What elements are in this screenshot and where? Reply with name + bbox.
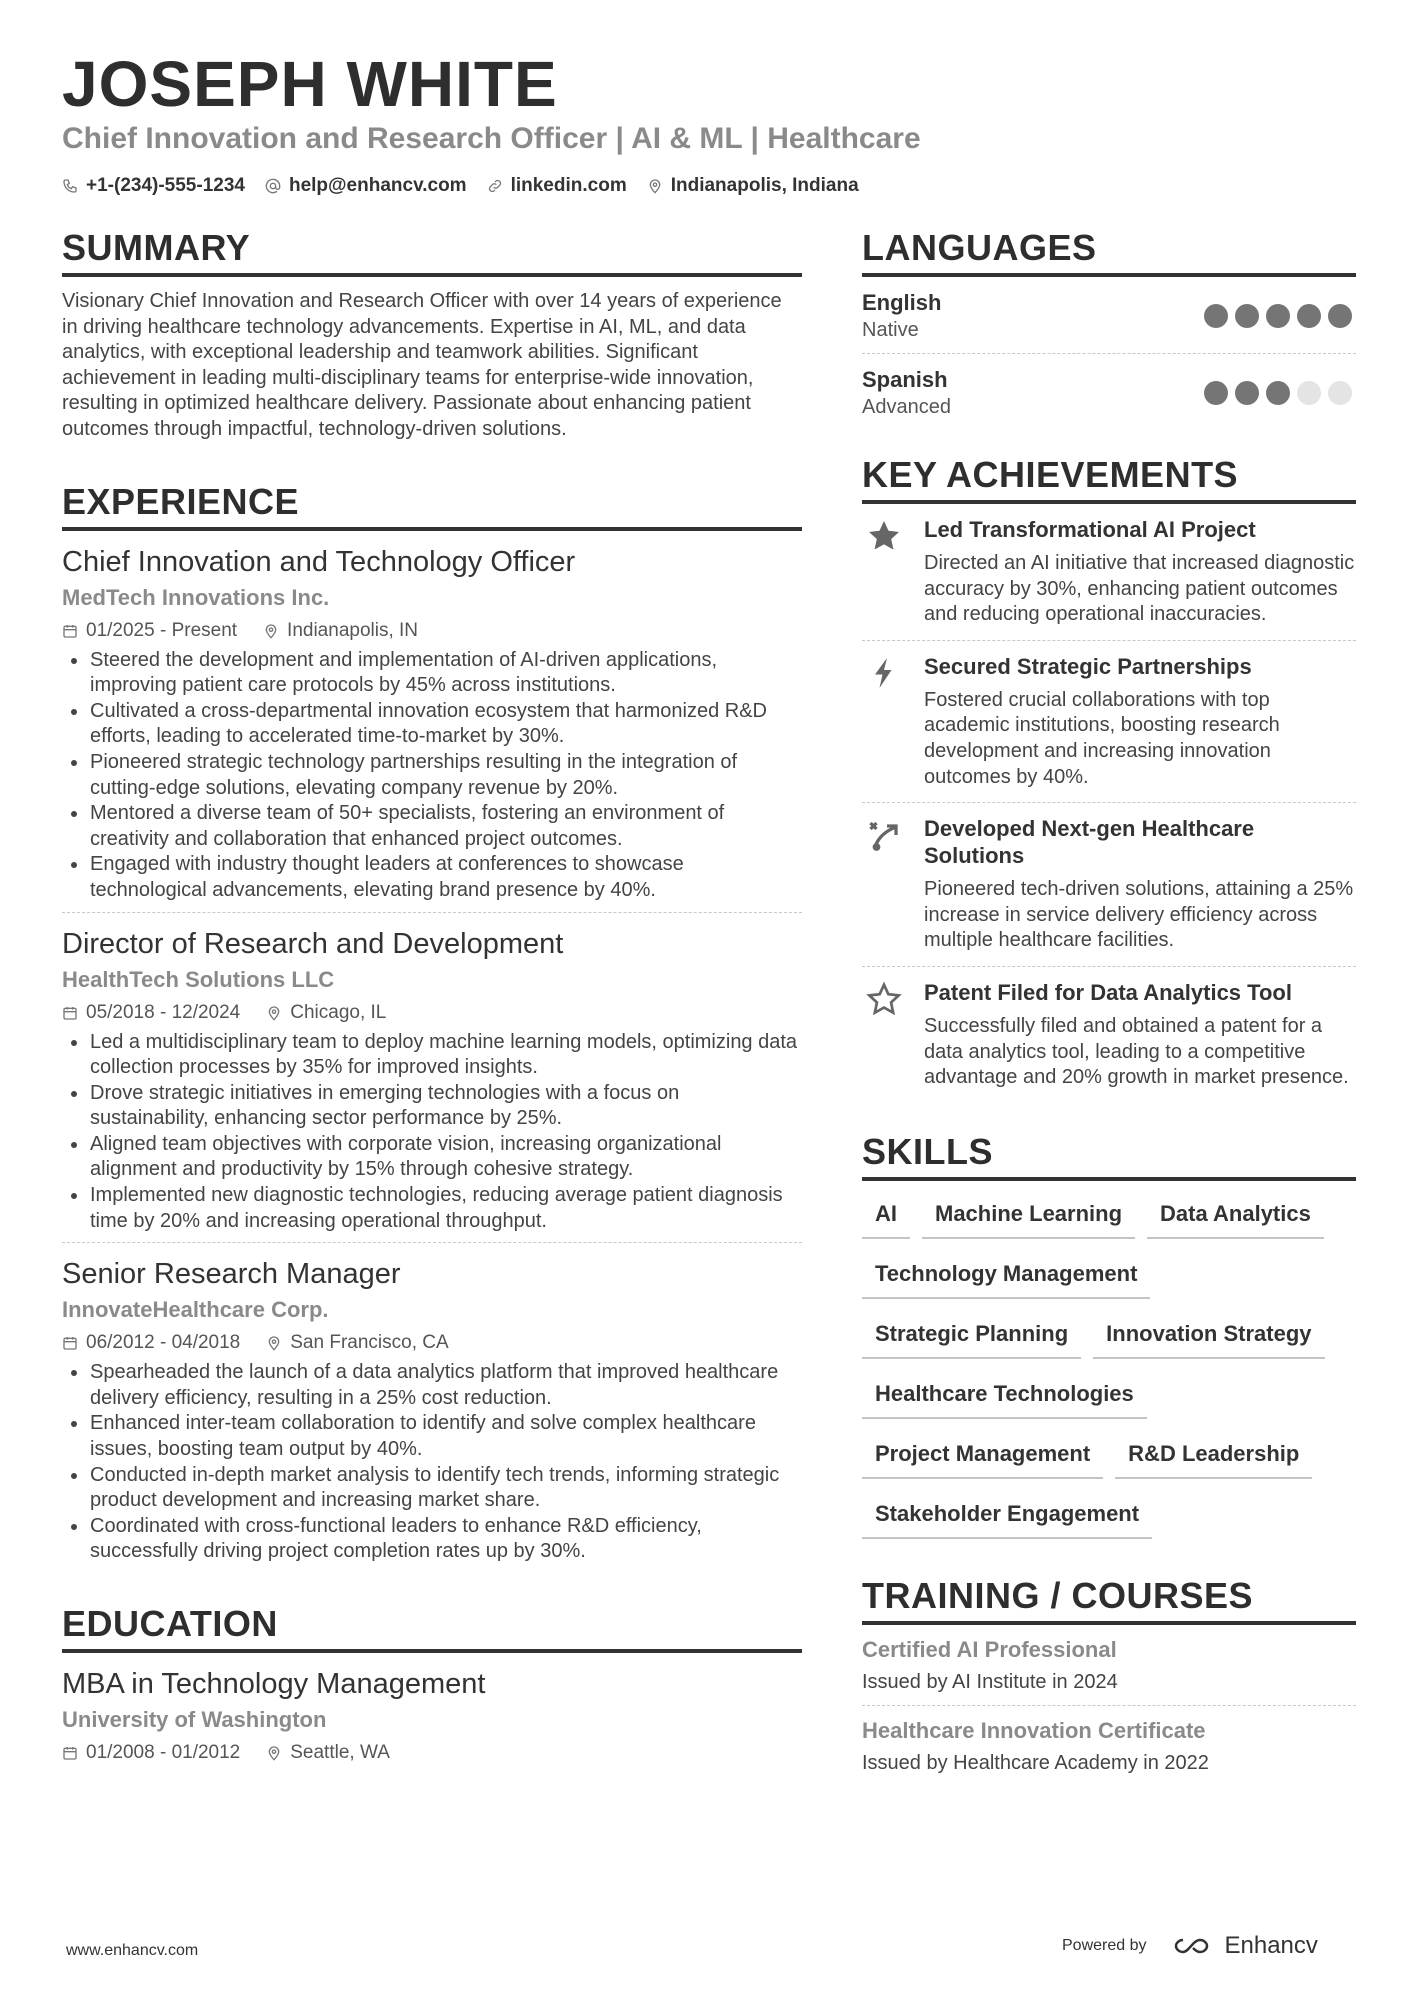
rating-dot-filled: [1204, 304, 1228, 328]
rating-dot-filled: [1266, 381, 1290, 405]
rating-dot-filled: [1235, 381, 1259, 405]
calendar-icon: [62, 623, 78, 639]
job-bullet: Mentored a diverse team of 50+ specialists, fostering an environment of creativity and collaboration that enhanced project outcomes.: [62, 801, 802, 852]
job-company: InnovateHealthcare Corp.: [62, 1297, 329, 1323]
powered-by-text: Powered by: [1062, 1937, 1147, 1954]
skill-tag: AI: [862, 1191, 910, 1239]
contact-bar: [62, 171, 859, 201]
education-location: [266, 1739, 390, 1767]
job-bullet: Led a multidisciplinary team to deploy machine learning models, optimizing data collection processes by 35% for improved insights.: [62, 1030, 802, 1081]
brand-name: Enhancv: [1224, 1932, 1318, 1959]
job-company: MedTech Innovations Inc.: [62, 584, 330, 610]
candidate-headline: Chief Innovation and Research Officer | AI & ML | Healthcare: [62, 122, 921, 155]
achievement-icon-wrap: [862, 516, 906, 628]
language-name: English: [862, 290, 942, 315]
job-dates: [62, 617, 237, 645]
achievement-icon-wrap: [862, 979, 906, 1091]
achievement-title: Led Transformational AI Project: [924, 517, 1256, 542]
job-bullets: [62, 1360, 802, 1565]
enhancv-logo-icon: [1171, 1934, 1217, 1958]
job-bullet: Drove strategic initiatives in emerging technologies with a focus on sustainability, enhancing sector performance by 25%.: [62, 1081, 802, 1132]
calendar-icon: [62, 1745, 78, 1761]
footer-website[interactable]: www.enhancv.com: [66, 1942, 199, 1959]
job-dates-text: 05/2018 - 12/2024: [86, 1001, 241, 1023]
location-icon: [647, 178, 663, 194]
rating-dot-empty: [1297, 381, 1321, 405]
language-level: Advanced: [862, 396, 951, 418]
achievement-desc: Pioneered tech-driven solutions, attaining a 25% increase in service delivery efficiency across multiple healthcare facilities.: [924, 878, 1354, 952]
job-bullets: [62, 648, 802, 904]
achievements-heading: KEY ACHIEVEMENTS: [862, 452, 1356, 504]
rating-dot-filled: [1328, 304, 1352, 328]
training-heading: TRAINING / COURSES: [862, 1573, 1356, 1625]
language-name: Spanish: [862, 367, 948, 392]
skill-tag: Technology Management: [862, 1251, 1150, 1299]
achievement-desc: Successfully filed and obtained a patent for a data analytics tool, leading to a competitive advantage and 20% growth in market presence.: [924, 1014, 1349, 1089]
skills-list: [862, 1191, 1356, 1539]
summary-text: Visionary Chief Innovation and Research Officer with over 14 years of experience in driving healthcare technology advancements. Expertise in AI, ML, and data analytics, with exceptional leadership and teamwork abilities. Significant achievement in leading multi-disciplinary teams for enterprise-wide innovation, resulting in optimized healthcare delivery. Passionate about enhancing patient outcomes through impactful, technology-driven solutions.: [62, 290, 782, 440]
achievement-icon-wrap: [862, 653, 906, 790]
candidate-name: JOSEPH WHITE: [62, 48, 558, 120]
job-title: Senior Research Manager: [62, 1258, 401, 1291]
rating-dot-filled: [1235, 304, 1259, 328]
education-meta: [62, 1739, 802, 1767]
achievement-title: Secured Strategic Partnerships: [924, 653, 1252, 679]
job-bullets: [62, 1030, 802, 1235]
job-location-text: Indianapolis, IN: [287, 619, 419, 641]
job-dates-text: 01/2025 - Present: [86, 619, 238, 641]
course-item: [862, 1705, 1356, 1786]
skill-tag: Innovation Strategy: [1093, 1311, 1324, 1359]
rating-dot-filled: [1204, 381, 1228, 405]
language-item: [862, 277, 1356, 353]
language-level: Native: [862, 319, 919, 341]
skill-tag: Strategic Planning: [862, 1311, 1081, 1359]
location-icon: [266, 1005, 282, 1021]
education-school: University of Washington: [62, 1707, 327, 1732]
contact-location-text: Indianapolis, Indiana: [670, 175, 859, 196]
job-meta: [62, 999, 802, 1027]
course-title: Healthcare Innovation Certificate: [862, 1717, 1206, 1743]
job-dates: [62, 1329, 240, 1357]
job-location: [266, 1329, 448, 1357]
skills-section: [862, 1129, 1356, 1539]
job-meta: [62, 1329, 802, 1357]
contact-phone[interactable]: [62, 175, 245, 197]
achievements-section: [862, 452, 1356, 1103]
job-location: [263, 617, 418, 645]
contact-phone-text: +1-(234)-555-1234: [86, 175, 245, 196]
job-bullet: Steered the development and implementation of AI-driven applications, improving patient care protocols by 45% across institutions.: [62, 648, 802, 699]
languages-section: [862, 225, 1356, 430]
skill-tag: Healthcare Technologies: [862, 1371, 1147, 1419]
calendar-icon: [62, 1005, 78, 1021]
location-icon: [266, 1745, 282, 1761]
course-desc: Issued by AI Institute in 2024: [862, 1670, 1118, 1693]
achievement-item: [862, 504, 1356, 640]
skills-heading: SKILLS: [862, 1129, 1356, 1181]
education-degree: MBA in Technology Management: [62, 1668, 486, 1700]
job-location: [266, 999, 386, 1027]
language-item: [862, 353, 1356, 430]
training-section: [862, 1573, 1356, 1786]
job-entry: [62, 912, 802, 1243]
contact-linkedin[interactable]: [487, 175, 627, 197]
summary-heading: SUMMARY: [62, 225, 802, 277]
right-column: [862, 225, 1356, 1822]
job-bullet: Implemented new diagnostic technologies, reducing average patient diagnosis time by 20% and increasing operational throughput.: [62, 1183, 802, 1234]
education-location-text: Seattle, WA: [290, 1742, 390, 1763]
job-bullet: Cultivated a cross-departmental innovation ecosystem that harmonized R&D efforts, leading to accelerated time-to-market by 30%.: [62, 699, 802, 750]
skill-tag: Data Analytics: [1147, 1191, 1324, 1239]
contact-email[interactable]: [265, 175, 467, 197]
experience-heading: EXPERIENCE: [62, 479, 802, 531]
achievement-desc: Fostered crucial collaborations with top academic institutions, boosting research development and increasing innovation outcomes by 40%.: [924, 688, 1280, 788]
job-title: Chief Innovation and Technology Officer: [62, 545, 576, 578]
skill-tag: Stakeholder Engagement: [862, 1491, 1152, 1539]
job-dates-text: 06/2012 - 04/2018: [86, 1332, 241, 1354]
summary-section: [62, 225, 802, 443]
brand-logo[interactable]: [1171, 1932, 1318, 1960]
skill-tag: Project Management: [862, 1431, 1103, 1479]
contact-location: [647, 175, 859, 197]
course-desc: Issued by Healthcare Academy in 2022: [862, 1751, 1209, 1774]
trajectory-icon: [866, 817, 902, 853]
experience-section: [62, 479, 802, 1573]
location-icon: [266, 1335, 282, 1351]
job-location-text: Chicago, IL: [290, 1001, 387, 1023]
rating-dot-filled: [1297, 304, 1321, 328]
education-entry: [62, 1653, 802, 1775]
job-company: HealthTech Solutions LLC: [62, 966, 335, 992]
job-bullet: Aligned team objectives with corporate vision, increasing organizational alignment and productivity by 15% through cohesive strategy.: [62, 1132, 802, 1183]
achievement-item: [862, 966, 1356, 1103]
job-title: Director of Research and Development: [62, 927, 564, 960]
star-outline-icon: [866, 981, 902, 1017]
course-item: [862, 1625, 1356, 1705]
rating-dot-filled: [1266, 304, 1290, 328]
left-column: [62, 225, 802, 1811]
job-bullet: Coordinated with cross-functional leaders to enhance R&D efficiency, successfully driving project completion rates up by 30%.: [62, 1514, 802, 1565]
skill-tag: R&D Leadership: [1115, 1431, 1312, 1479]
link-icon: [487, 178, 503, 194]
achievement-item: [862, 802, 1356, 966]
phone-icon: [62, 178, 78, 194]
education-dates: [62, 1739, 240, 1767]
job-bullet: Spearheaded the launch of a data analytics platform that improved healthcare delivery efficiency, resulting in a 25% cost reduction.: [62, 1360, 802, 1411]
location-icon: [263, 623, 279, 639]
achievement-icon-wrap: [862, 815, 906, 954]
language-rating: [1204, 381, 1352, 405]
language-rating: [1204, 304, 1352, 328]
education-heading: EDUCATION: [62, 1601, 802, 1653]
education-section: [62, 1601, 802, 1775]
languages-heading: LANGUAGES: [862, 225, 1356, 277]
calendar-icon: [62, 1335, 78, 1351]
job-entry: [62, 531, 802, 912]
skill-tag: Machine Learning: [922, 1191, 1135, 1239]
course-title: Certified AI Professional: [862, 1636, 1117, 1662]
achievement-item: [862, 640, 1356, 802]
achievement-title: Patent Filed for Data Analytics Tool: [924, 979, 1292, 1005]
star-filled-icon: [866, 518, 902, 554]
contact-linkedin-text: linkedin.com: [510, 175, 627, 196]
at-icon: [265, 178, 281, 194]
job-location-text: San Francisco, CA: [290, 1332, 449, 1354]
rating-dot-empty: [1328, 381, 1352, 405]
job-bullet: Enhanced inter-team collaboration to identify and solve complex healthcare issues, boosting team output by 40%.: [62, 1411, 802, 1462]
achievement-desc: Directed an AI initiative that increased diagnostic accuracy by 30%, enhancing patient outcomes and reducing operational inaccuracies.: [924, 552, 1355, 626]
job-bullet: Conducted in-depth market analysis to identify tech trends, informing strategic product development and increasing market share.: [62, 1463, 802, 1514]
education-dates-text: 01/2008 - 01/2012: [86, 1742, 241, 1763]
job-entry: [62, 1242, 802, 1573]
footer-branding: [1062, 1932, 1318, 1960]
job-bullet: Engaged with industry thought leaders at conferences to showcase technological advancements, elevating brand presence by 40%.: [62, 852, 802, 903]
job-dates: [62, 999, 240, 1027]
contact-email-text: help@enhancv.com: [288, 175, 467, 196]
job-bullet: Pioneered strategic technology partnerships resulting in the integration of cutting-edge solutions, elevating company revenue by 20%.: [62, 750, 802, 801]
lightning-icon: [866, 655, 902, 691]
job-meta: [62, 617, 802, 645]
achievement-title: Developed Next-gen Healthcare Solutions: [924, 816, 1255, 869]
